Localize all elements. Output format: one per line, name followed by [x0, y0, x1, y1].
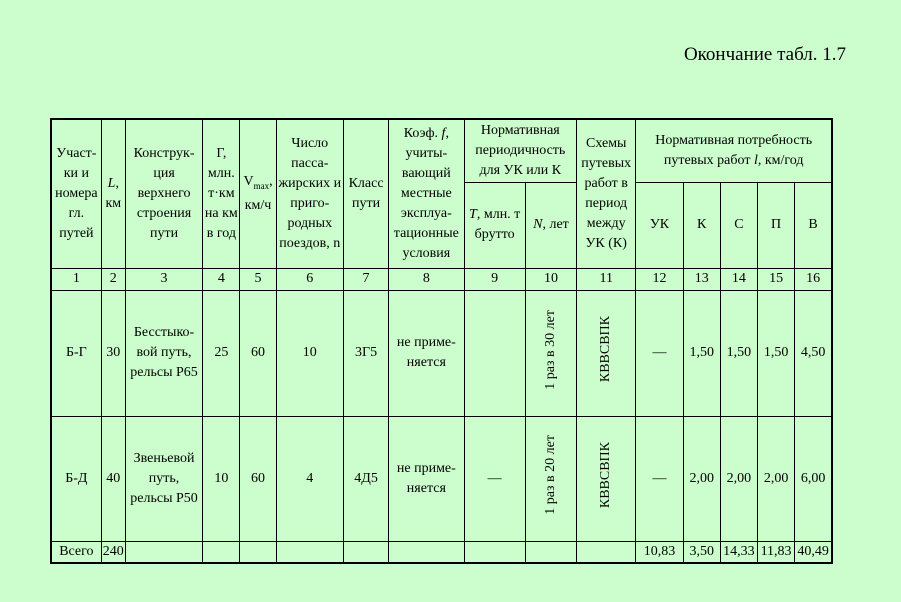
cell-N-text: 1 раз в 30 лет — [542, 309, 558, 390]
col-num: 12 — [636, 268, 683, 290]
header-length-unit: , км — [105, 175, 122, 211]
cell-uk: — — [636, 416, 683, 541]
cell-k: 2,00 — [683, 416, 720, 541]
header-coef-prefix: Коэф. — [403, 125, 442, 141]
column-number-row — [51, 268, 832, 290]
total-empty — [389, 541, 464, 563]
header-norm-need-suffix: , км/год — [757, 152, 804, 168]
cell-section: Б-Д — [51, 416, 101, 541]
col-num: 3 — [125, 268, 202, 290]
header-s: С — [720, 182, 757, 268]
total-row — [51, 541, 832, 563]
table-caption: Окончание табл. 1.7 — [683, 44, 846, 65]
cell-uk: — — [636, 290, 683, 416]
header-vmax — [240, 119, 276, 268]
col-num: 1 — [51, 268, 101, 290]
header-coef — [389, 119, 464, 268]
cell-coef: не приме-няется — [389, 416, 464, 541]
total-s: 14,33 — [720, 541, 757, 563]
cell-class: 3Г5 — [343, 290, 388, 416]
col-num: 10 — [525, 268, 576, 290]
col-num: 14 — [720, 268, 757, 290]
cell-scheme-text: КВВСВПК — [598, 441, 614, 509]
total-empty — [276, 541, 343, 563]
cell-vmax: 60 — [240, 416, 276, 541]
cell-trains: 10 — [276, 290, 343, 416]
header-trains: Число пасса-жирских и приго-родных поездов, n — [276, 119, 343, 268]
header-coef-rest: , учиты-вающий местные эксплуа-тационные условия — [393, 125, 459, 261]
header-norm-need-prefix: Нормативная потребность путевых работ — [655, 132, 813, 168]
cell-construction: Бесстыко-вой путь, рельсы Р65 — [125, 290, 202, 416]
col-num: 2 — [101, 268, 125, 290]
header-norm-periodicity: Нормативная периодичность для УК или К — [464, 119, 577, 182]
cell-k: 1,50 — [683, 290, 720, 416]
header-v: В — [795, 182, 832, 268]
col-num: 15 — [757, 268, 794, 290]
header-N-rest: , лет — [542, 217, 569, 232]
col-num: 5 — [240, 268, 276, 290]
cell-N-text: 1 раз в 20 лет — [542, 435, 558, 515]
header-schemes: Схемы путевых работ в период между УК (К) — [577, 119, 636, 268]
header-length — [101, 119, 125, 268]
cell-scheme — [577, 416, 636, 541]
cell-vmax: 60 — [240, 290, 276, 416]
cell-N — [525, 416, 576, 541]
header-norm-need — [636, 119, 832, 182]
cell-s: 1,50 — [720, 290, 757, 416]
col-num: 9 — [464, 268, 525, 290]
header-section: Участ-ки и номера гл. путей — [51, 119, 101, 268]
col-num: 8 — [389, 268, 464, 290]
total-length: 240 — [101, 541, 125, 563]
header-coef-var: f — [441, 125, 446, 141]
total-empty — [343, 541, 388, 563]
col-num: 4 — [203, 268, 240, 290]
cell-tonnage: 10 — [203, 416, 240, 541]
header-p: П — [757, 182, 794, 268]
cell-T — [464, 290, 525, 416]
header-vmax-main: V — [243, 173, 254, 189]
table-row — [51, 290, 832, 416]
cell-T: — — [464, 416, 525, 541]
cell-scheme-text: КВВСВПК — [598, 316, 614, 383]
total-empty — [125, 541, 202, 563]
total-uk: 10,83 — [636, 541, 683, 563]
header-length-var: L — [107, 175, 116, 191]
cell-length: 40 — [101, 416, 125, 541]
header-T-rest: , млн. т брутто — [474, 207, 521, 242]
header-construction: Конструк-ция верхнего строения пути — [125, 119, 202, 268]
total-empty — [577, 541, 636, 563]
total-label: Всего — [51, 541, 101, 563]
cell-length: 30 — [101, 290, 125, 416]
header-k: К — [683, 182, 720, 268]
total-empty — [525, 541, 576, 563]
norm-table — [50, 118, 833, 564]
col-num: 13 — [683, 268, 720, 290]
header-vmax-sub: max — [253, 180, 270, 191]
cell-N — [525, 290, 576, 416]
table-row — [51, 416, 832, 541]
total-k: 3,50 — [683, 541, 720, 563]
col-num: 7 — [343, 268, 388, 290]
cell-construction: Звеньевой путь, рельсы Р50 — [125, 416, 202, 541]
header-vmax-unit: , км/ч — [244, 173, 273, 213]
total-v: 40,49 — [795, 541, 832, 563]
header-norm-need-var: l — [753, 152, 758, 168]
header-tonnage: Г, млн. т·км на км в год — [203, 119, 240, 268]
col-num: 16 — [795, 268, 832, 290]
header-class: Класс пути — [343, 119, 388, 268]
total-empty — [464, 541, 525, 563]
header-T — [464, 182, 525, 268]
cell-tonnage: 25 — [203, 290, 240, 416]
header-T-var: T — [469, 207, 477, 222]
cell-v: 6,00 — [795, 416, 832, 541]
cell-p: 2,00 — [757, 416, 794, 541]
cell-class: 4Д5 — [343, 416, 388, 541]
cell-v: 4,50 — [795, 290, 832, 416]
header-N-var: N — [533, 217, 543, 232]
cell-section: Б-Г — [51, 290, 101, 416]
total-p: 11,83 — [757, 541, 794, 563]
cell-coef: не приме-няется — [389, 290, 464, 416]
col-num: 6 — [276, 268, 343, 290]
cell-trains: 4 — [276, 416, 343, 541]
total-empty — [203, 541, 240, 563]
col-num: 11 — [577, 268, 636, 290]
total-empty — [240, 541, 276, 563]
cell-s: 2,00 — [720, 416, 757, 541]
cell-scheme — [577, 290, 636, 416]
cell-p: 1,50 — [757, 290, 794, 416]
header-uk: УК — [636, 182, 683, 268]
header-N — [525, 182, 576, 268]
header-row-1 — [51, 119, 832, 182]
